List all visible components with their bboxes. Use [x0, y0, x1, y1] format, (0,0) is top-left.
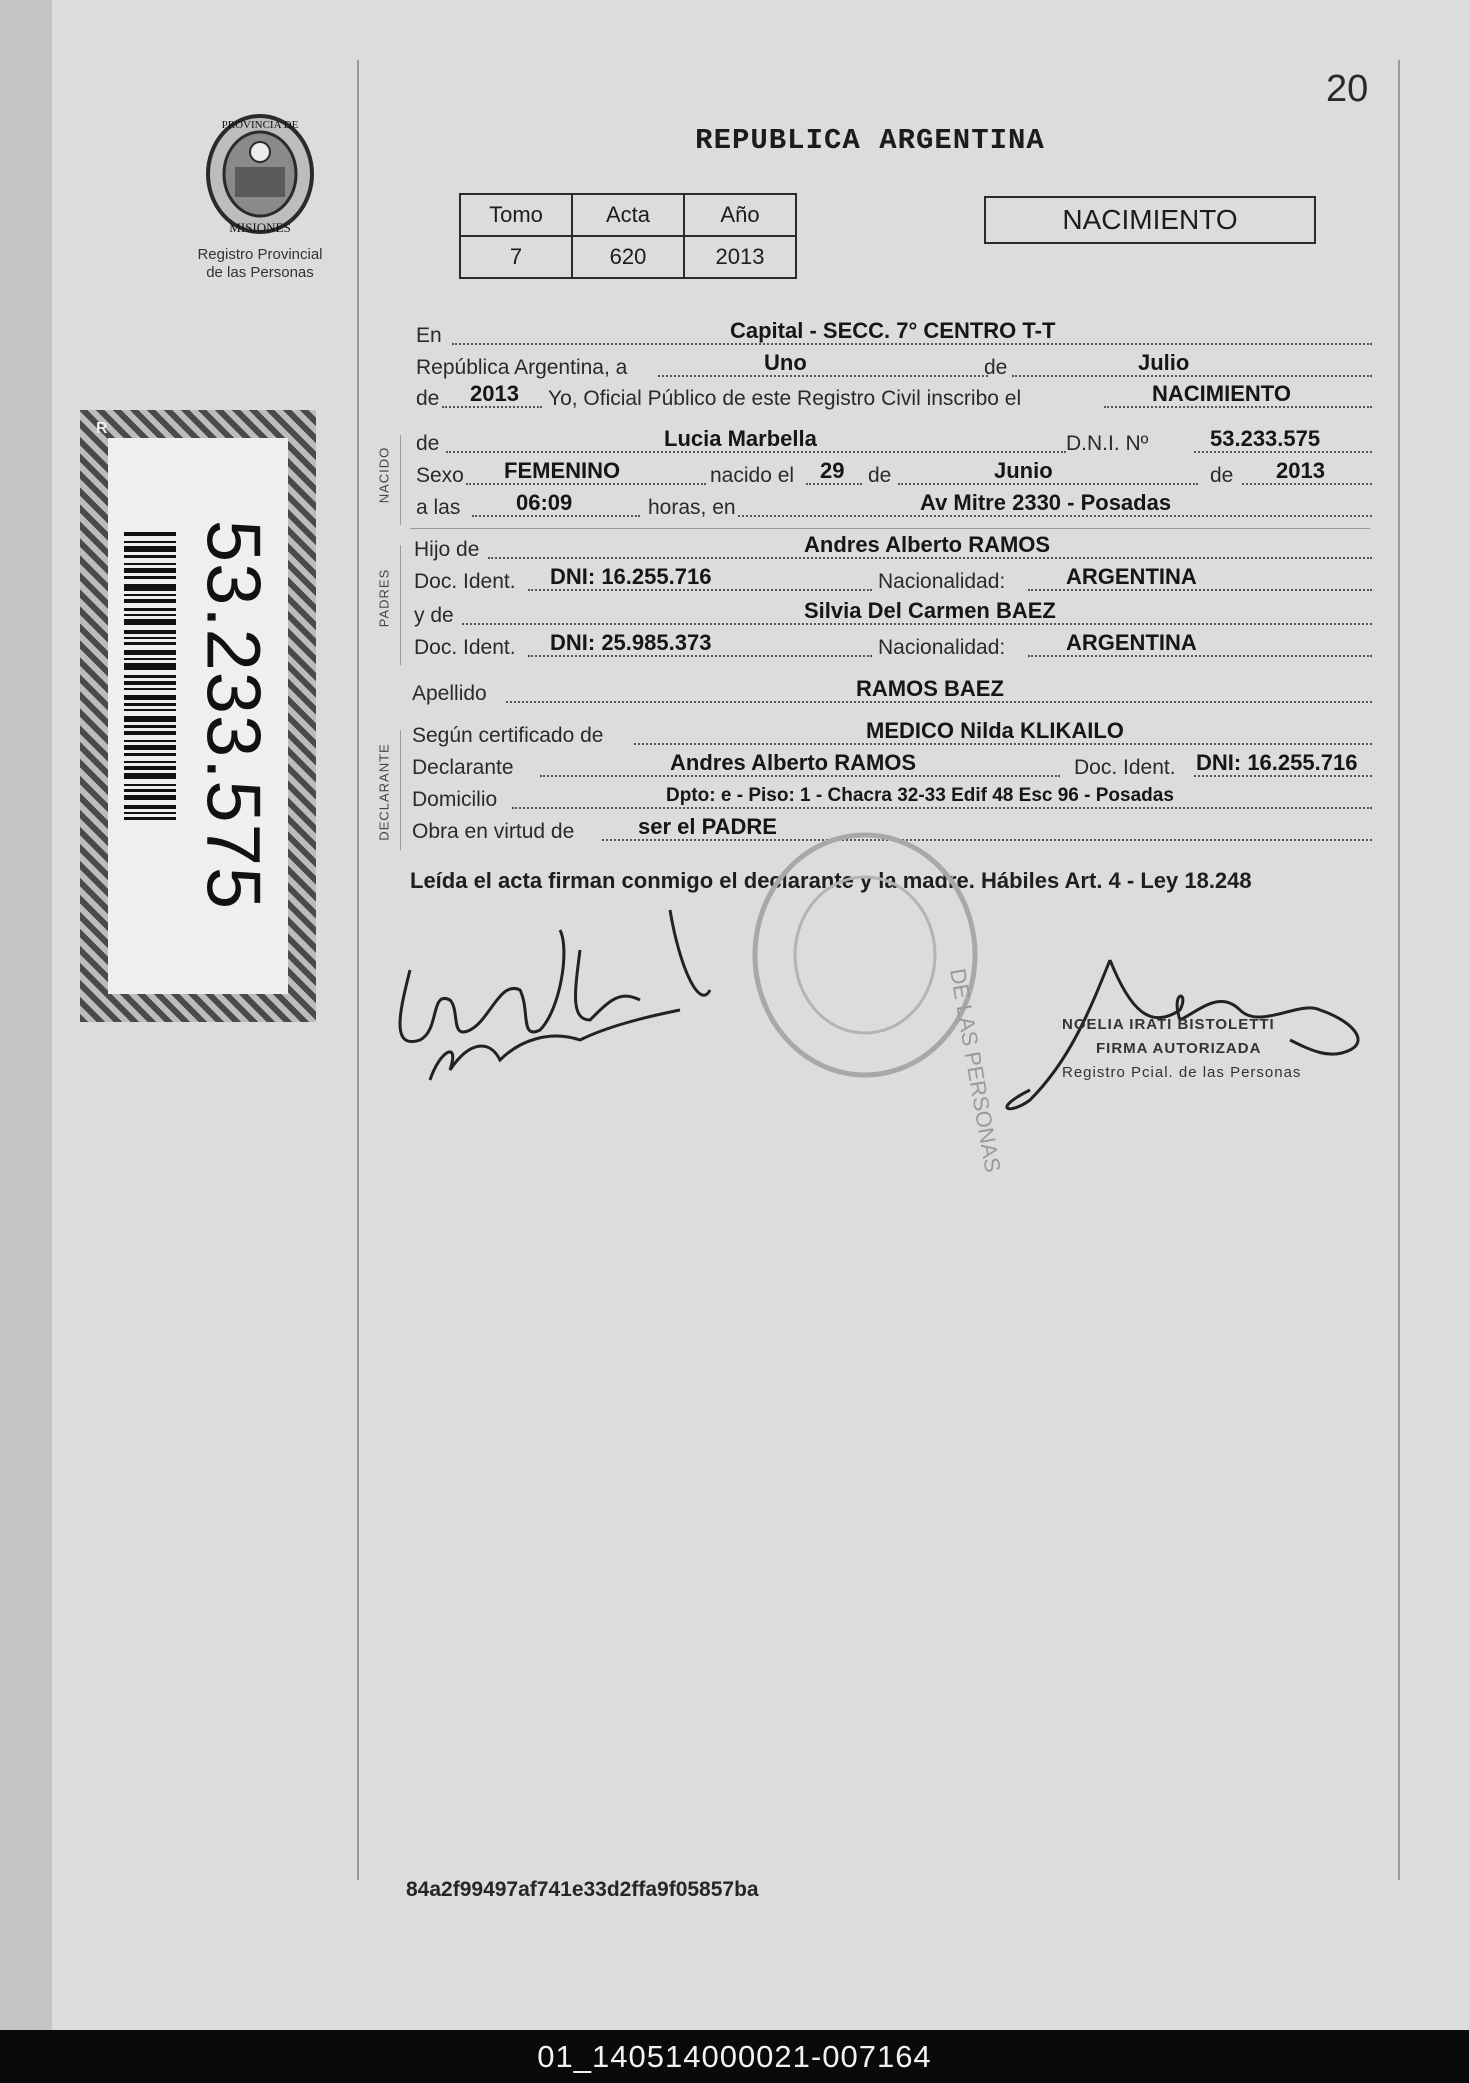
barcode-bar [124, 608, 176, 611]
barcode-bar [124, 637, 176, 639]
value-dni: 53.233.575 [1210, 426, 1321, 451]
ref-value-acta: 620 [572, 236, 684, 278]
value-inscribe: NACIMIENTO [1152, 381, 1291, 406]
padres-bracket [400, 545, 401, 665]
barcode-bar [124, 681, 176, 685]
barcode-bar [124, 773, 176, 779]
sticker-pattern-letter: R [96, 420, 108, 437]
value-dia-nac: 29 [820, 458, 845, 483]
barcode-bar [124, 658, 176, 660]
barcode-bar [124, 740, 176, 742]
official-office: Registro Pcial. de las Personas [1062, 1064, 1302, 1081]
barcode-bar [124, 599, 176, 603]
row-lugar [412, 318, 1372, 350]
value-padre-nac: ARGENTINA [1066, 564, 1197, 589]
ref-header-acta: Acta [572, 194, 684, 236]
section-label-nacido: NACIDO [376, 446, 392, 504]
right-margin-rule [1398, 60, 1400, 1880]
barcode-bar [124, 795, 176, 800]
label-de-nombre: de [416, 432, 440, 455]
value-nombre: Lucia Marbella [664, 426, 817, 451]
row-madre-doc [412, 630, 1372, 662]
value-lugar-nac: Av Mitre 2330 - Posadas [920, 490, 1172, 515]
label-dni: D.N.I. Nº [1066, 432, 1149, 455]
official-signature [970, 950, 1390, 1120]
row-nacimiento [412, 458, 1372, 490]
barcode-bar [124, 555, 176, 558]
nacido-bracket [400, 435, 401, 525]
row-padre [412, 532, 1372, 564]
barcode-bar [124, 594, 176, 596]
barcode-bar [124, 784, 176, 786]
value-padre: Andres Alberto RAMOS [804, 532, 1051, 557]
barcode-bar [124, 716, 176, 722]
label-nacionalidad: Nacionalidad: [878, 570, 1006, 593]
official-role: FIRMA AUTORIZADA [1096, 1040, 1262, 1057]
row-padre-doc [412, 564, 1372, 596]
value-anio: 2013 [470, 381, 519, 406]
ref-value-tomo: 7 [460, 236, 572, 278]
label-declarante: Declarante [412, 756, 514, 779]
scan-id-bar: 01_140514000021-007164 [0, 2030, 1469, 2083]
label-doc-ident3: Doc. Ident. [1074, 756, 1176, 779]
value-domicilio: Dpto: e - Piso: 1 - Chacra 32-33 Edif 48 Esc 96 - Posadas [666, 785, 1174, 806]
label-yo: Yo, Oficial Público de este Registro Civil inscribo el [548, 387, 1022, 410]
barcode-bar [124, 761, 176, 763]
barcode-bar [124, 619, 176, 625]
dotted-line [658, 350, 988, 377]
official-name: NOELIA IRATI BISTOLETTI [1062, 1016, 1275, 1033]
value-declarante: Andres Alberto RAMOS [670, 750, 917, 775]
logo-text-top: PROVINCIA DE [221, 119, 299, 131]
row-fecha-acta [412, 350, 1372, 382]
row-apellido [412, 676, 1372, 708]
label-a-las: a las [416, 496, 461, 519]
barcode-bar [124, 532, 176, 536]
left-margin-rule [357, 60, 359, 1880]
barcode-bar [124, 541, 176, 543]
label-horas-en: horas, en [648, 496, 736, 519]
value-hora: 06:09 [516, 490, 573, 515]
barcode-bar [124, 584, 176, 591]
section-divider [410, 528, 1370, 529]
value-mes: Julio [1138, 350, 1190, 375]
closing-statement: Leída el acta firman conmigo el declarante y la madre. Hábiles Art. 4 - Ley 18.248 [410, 868, 1252, 893]
label-de2: de [416, 387, 440, 410]
barcode-bar [124, 650, 176, 655]
barcode-bar [124, 688, 176, 690]
row-hora-lugar [412, 490, 1372, 522]
value-madre: Silvia Del Carmen BAEZ [804, 598, 1056, 623]
barcode-bar [124, 805, 176, 809]
label-de-anio: de [1210, 464, 1234, 487]
barcode-bar [124, 675, 176, 678]
barcode-bar [124, 725, 176, 728]
label-nacido-el: nacido el [710, 464, 795, 487]
barcode-bar [124, 576, 176, 579]
label-hijo-de: Hijo de [414, 538, 480, 561]
label-domicilio: Domicilio [412, 788, 498, 811]
declarante-bracket [400, 730, 401, 850]
value-apellido: RAMOS BAEZ [856, 676, 1004, 701]
value-declarante-doc: DNI: 16.255.716 [1196, 750, 1358, 775]
row-declarante [412, 750, 1372, 782]
barcode-bar [124, 568, 176, 573]
barcode-bar [124, 731, 176, 735]
barcode-bar [124, 766, 176, 770]
barcode-bar [124, 817, 176, 820]
label-de: de [984, 356, 1008, 379]
barcode-bar [124, 642, 176, 645]
row-inscripcion [412, 381, 1372, 413]
barcode-bar [124, 663, 176, 670]
barcode-bar [124, 745, 176, 750]
barcode-bar [124, 614, 176, 616]
label-en: En [416, 324, 442, 347]
ref-header-anio: Año [684, 194, 796, 236]
logo-text-bottom: MISIONES [229, 220, 291, 235]
value-madre-doc: DNI: 25.985.373 [550, 630, 712, 655]
registry-caption [190, 246, 330, 282]
stamp-text: DE LAS PERSONAS [945, 966, 1006, 1175]
barcode-bar [124, 703, 176, 706]
official-stamp [740, 820, 1006, 1175]
section-label-declarante: DECLARANTE [376, 743, 392, 841]
value-dia: Uno [764, 350, 807, 375]
value-obra: ser el PADRE [638, 814, 777, 839]
label-obra: Obra en virtud de [412, 820, 575, 843]
value-mes-nac: Junio [994, 458, 1053, 483]
value-padre-doc: DNI: 16.255.716 [550, 564, 712, 589]
label-apellido: Apellido [412, 682, 487, 705]
barcode-bar [124, 695, 176, 700]
row-madre [412, 598, 1372, 630]
act-type-box: NACIMIENTO [984, 196, 1316, 244]
registry-caption-line2: de las Personas [206, 264, 314, 281]
label-sexo: Sexo [416, 464, 464, 487]
label-segun: Según certificado de [412, 724, 604, 747]
registry-caption-line1: Registro Provincial [197, 246, 323, 263]
barcode-bar [124, 563, 176, 565]
value-anio-nac: 2013 [1276, 458, 1325, 483]
barcode [124, 532, 176, 906]
document-hash: 84a2f99497af741e33d2ffa9f05857ba [406, 1878, 759, 1901]
barcode-bar [124, 789, 176, 792]
label-nacionalidad2: Nacionalidad: [878, 636, 1006, 659]
row-nombre [412, 426, 1372, 458]
value-lugar: Capital - SECC. 7° CENTRO T-T [730, 318, 1056, 343]
label-doc-ident2: Doc. Ident. [414, 636, 516, 659]
barcode-bar [124, 709, 176, 711]
dotted-line [1012, 350, 1372, 377]
barcode-bar [124, 546, 176, 552]
barcode-bar [124, 630, 176, 634]
page-number: 20 [1326, 68, 1369, 110]
row-certificado [412, 718, 1372, 750]
misiones-shield-logo [195, 112, 325, 242]
declarante-signature [380, 890, 740, 1100]
ref-value-anio: 2013 [684, 236, 796, 278]
barcode-bar [124, 753, 176, 756]
binding-edge [0, 0, 52, 2030]
country-title: REPUBLICA ARGENTINA [695, 124, 1045, 157]
label-republica: República Argentina, a [416, 356, 628, 379]
label-y-de: y de [414, 604, 454, 627]
label-doc-ident: Doc. Ident. [414, 570, 516, 593]
row-domicilio [412, 782, 1372, 814]
value-madre-nac: ARGENTINA [1066, 630, 1197, 655]
barcode-bar [124, 812, 176, 814]
ref-header-tomo: Tomo [460, 194, 572, 236]
sticker-dni-number: 53.233.575 [190, 519, 276, 911]
label-de-mes: de [868, 464, 892, 487]
value-certificado: MEDICO Nilda KLIKAILO [866, 718, 1124, 743]
value-sexo: FEMENINO [504, 458, 621, 483]
reference-table [459, 193, 797, 279]
section-label-padres: PADRES [376, 568, 392, 628]
